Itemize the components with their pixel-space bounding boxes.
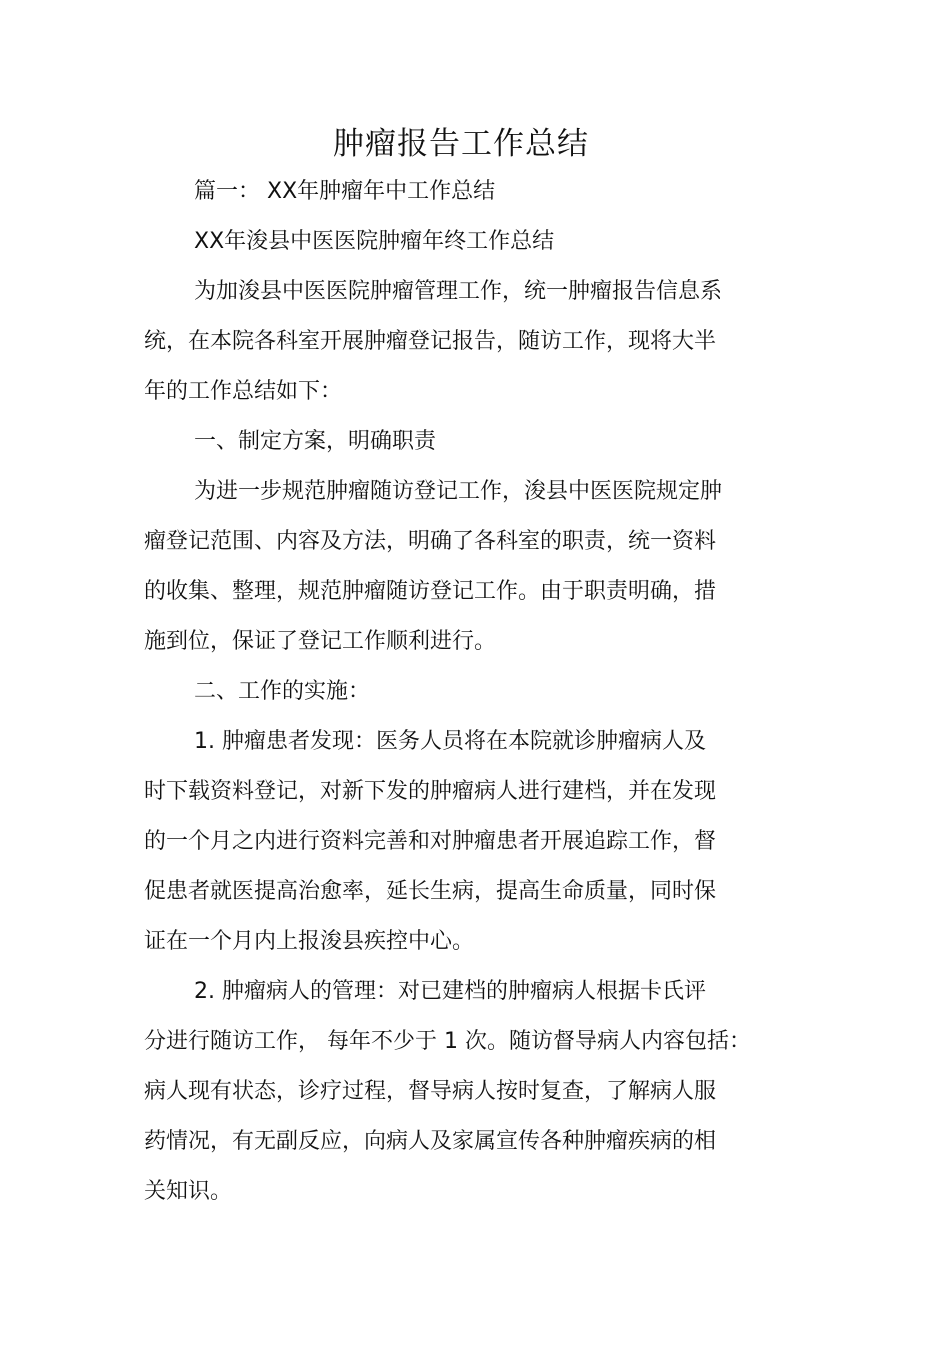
paragraph-line: 年的工作总结如下： bbox=[144, 379, 343, 404]
paragraph-line: 施到位，保证了登记工作顺利进行。 bbox=[144, 629, 497, 654]
paragraph-line: 瘤登记范围、内容及方法，明确了各科室的职责，统一资料 bbox=[144, 529, 717, 554]
paragraph-line: 病人现有状态，诊疗过程，督导病人按时复查，了解病人服 bbox=[144, 1079, 717, 1104]
paragraph-line: 时下载资料登记，对新下发的肿瘤病人进行建档，并在发现 bbox=[144, 779, 717, 804]
paragraph-line: 促患者就医提高治愈率，延长生病，提高生命质量，同时保 bbox=[144, 879, 717, 904]
paragraph-line: 分进行随访工作， 每年不少于 1 次。随访督导病人内容包括： bbox=[144, 1029, 751, 1054]
section-heading: 二、工作的实施： bbox=[194, 679, 371, 704]
section-heading: 一、制定方案，明确职责 bbox=[194, 429, 437, 454]
subtitle-line: XX年浚县中医医院肿瘤年终工作总结 bbox=[194, 229, 555, 254]
paragraph-line: 2. 肿瘤病人的管理：对已建档的肿瘤病人根据卡氏评 bbox=[194, 979, 706, 1004]
paragraph-line: 的收集、整理，规范肿瘤随访登记工作。由于职责明确，措 bbox=[144, 579, 717, 604]
paragraph-line: 1. 肿瘤患者发现：医务人员将在本院就诊肿瘤病人及 bbox=[194, 729, 706, 754]
paragraph-line: 关知识。 bbox=[144, 1179, 233, 1204]
paragraph-line: 的一个月之内进行资料完善和对肿瘤患者开展追踪工作，督 bbox=[144, 829, 717, 854]
paragraph-line: 药情况，有无副反应，向病人及家属宣传各种肿瘤疾病的相 bbox=[144, 1129, 717, 1154]
paragraph-line: 为进一步规范肿瘤随访登记工作，浚县中医医院规定肿 bbox=[194, 479, 723, 504]
section-heading-part-one: 篇一： XX年肿瘤年中工作总结 bbox=[194, 179, 496, 204]
paragraph-line: 为加浚县中医医院肿瘤管理工作，统一肿瘤报告信息系 bbox=[194, 279, 723, 304]
paragraph-line: 证在一个月内上报浚县疾控中心。 bbox=[144, 929, 475, 954]
document-title: 肿瘤报告工作总结 bbox=[333, 126, 589, 162]
paragraph-line: 统，在本院各科室开展肿瘤登记报告，随访工作，现将大半 bbox=[144, 329, 717, 354]
